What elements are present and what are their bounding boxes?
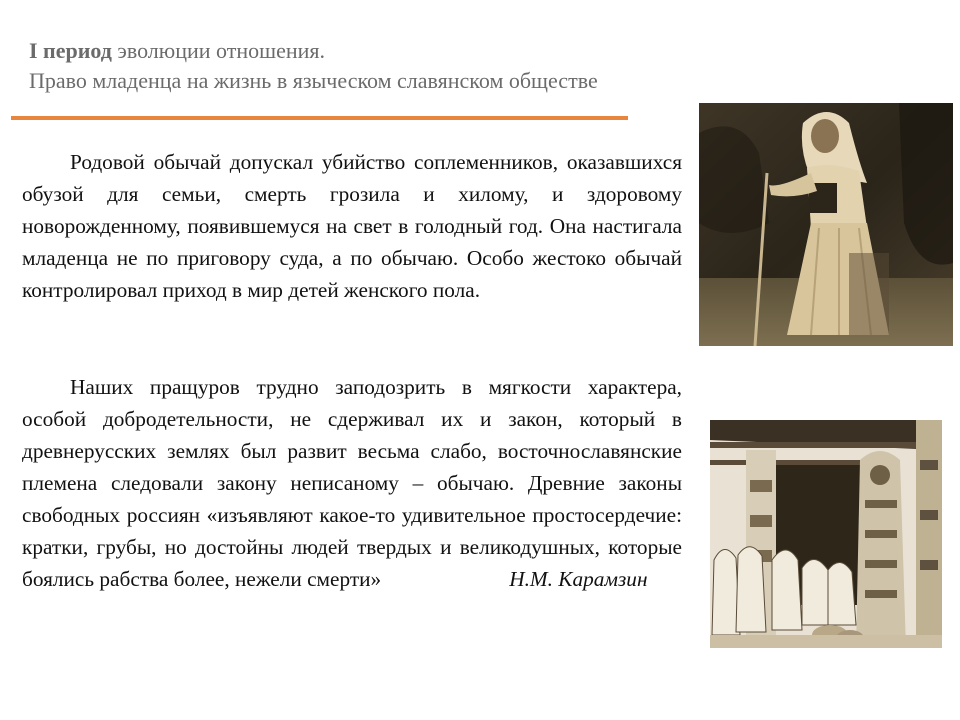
period-label: I период	[29, 38, 112, 63]
quote-author: Н.М. Карамзин	[509, 567, 648, 591]
temple-engraving	[710, 420, 942, 648]
paragraph-2-text: Наших пращуров трудно заподозрить в мягкости характера, особой добродетельности, не сдерживал их и закон, который в древнерусских землях был развит весьма слабо, восточнославянские племена следовали закону неписаному – обычаю. Древние законы свободных россиян «изъявляют какое-то удивительное простосердечие: кратки, грубы, но достойны людей твердых и великодушных, которые боялись рабства более, нежели смерти»	[22, 375, 682, 591]
heading-line-1	[29, 36, 749, 66]
paragraph-2	[22, 371, 682, 595]
heading-subtitle: Право младенца на жизнь в языческом славянском обществе	[29, 68, 598, 93]
woman-photo	[699, 103, 953, 346]
accent-divider	[11, 116, 628, 120]
woman-photo-image	[699, 103, 953, 346]
temple-engraving-image	[710, 420, 942, 648]
slide-heading	[29, 36, 749, 96]
period-rest: эволюции отношения.	[117, 38, 326, 63]
paragraph-1: Родовой обычай допускал убийство соплеменников, оказавшихся обузой для семьи, смерть грозила и хилому, и здоровому новорожденному, появившемуся на свет в голодный год. Она настигала младенца не по приговору суда, а по обычаю. Особо жестоко обычай контролировал приход в мир детей женского пола.	[22, 150, 682, 302]
